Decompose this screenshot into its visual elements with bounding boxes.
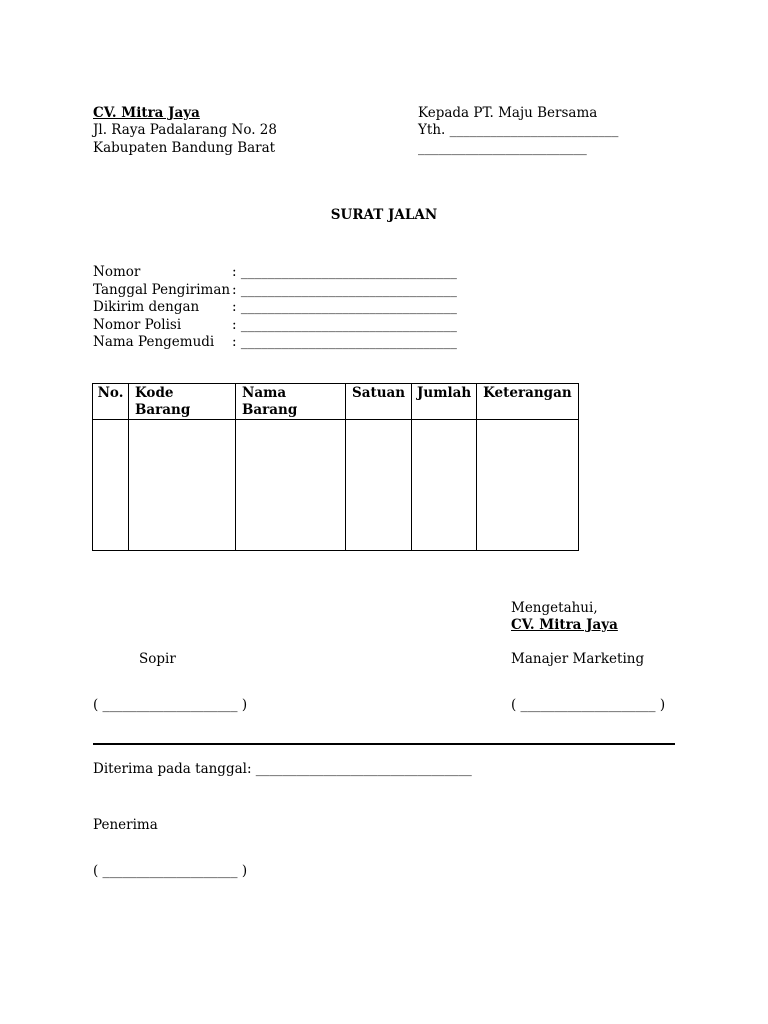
field-label: Nama Pengemudi [93,334,215,350]
signature-company: CV. Mitra Jaya [511,617,618,633]
recipient-line3: _________________________ [418,140,587,156]
field-row-nomor [93,264,457,282]
shipment-fields [93,264,457,352]
field-row-nama-pengemudi [93,334,457,352]
table-cell [129,420,236,551]
header-keterangan: Keterangan [477,384,579,420]
table-cell [236,420,346,551]
document-title: SURAT JALAN [330,207,438,223]
field-blank: : ________________________________ [232,281,457,298]
items-table [92,383,579,551]
header-jumlah: Jumlah [412,384,477,420]
field-label: Tanggal Pengiriman [93,281,231,298]
divider-line [93,743,675,745]
field-label: Nomor [93,264,141,280]
recipient-line1: Kepada PT. Maju Bersama [418,105,598,121]
receiver-signature-blank: ( ____________________ ) [93,863,248,879]
sender-company: CV. Mitra Jaya [93,105,200,121]
table-cell [93,420,129,551]
header-kode-barang: Kode Barang [129,384,236,420]
driver-label: Sopir [139,651,176,667]
header-nama-barang: Nama Barang [236,384,346,420]
sender-address-line1: Jl. Raya Padalarang No. 28 [93,122,277,138]
field-label: Dikirim dengan [93,299,200,315]
field-row-dikirim-dengan [93,299,457,317]
field-blank: : ________________________________ [232,299,457,315]
receiver-label: Penerima [93,817,158,833]
table-cell [346,420,412,551]
field-blank: : ________________________________ [232,334,457,350]
header-no: No. [93,384,129,420]
recipient-line2: Yth. _________________________ [418,122,619,138]
field-label: Nomor Polisi [93,316,182,333]
table-cell [477,420,579,551]
driver-signature-blank: ( ____________________ ) [93,697,248,713]
table-header-row [93,384,579,420]
acknowledged-label: Mengetahui, [511,600,598,616]
manager-signature-blank: ( ____________________ ) [511,697,666,713]
header-satuan: Satuan [346,384,412,420]
table-cell [412,420,477,551]
received-date: Diterima pada tanggal: ________________________________ [93,761,472,777]
field-blank: : ________________________________ [232,264,457,280]
sender-address-line2: Kabupaten Bandung Barat [93,140,276,156]
field-blank: : ________________________________ [232,316,457,333]
field-row-nomor-polisi [93,317,457,335]
table-row [93,420,579,551]
field-row-tanggal-pengiriman [93,282,457,300]
manager-label: Manajer Marketing [511,651,645,667]
